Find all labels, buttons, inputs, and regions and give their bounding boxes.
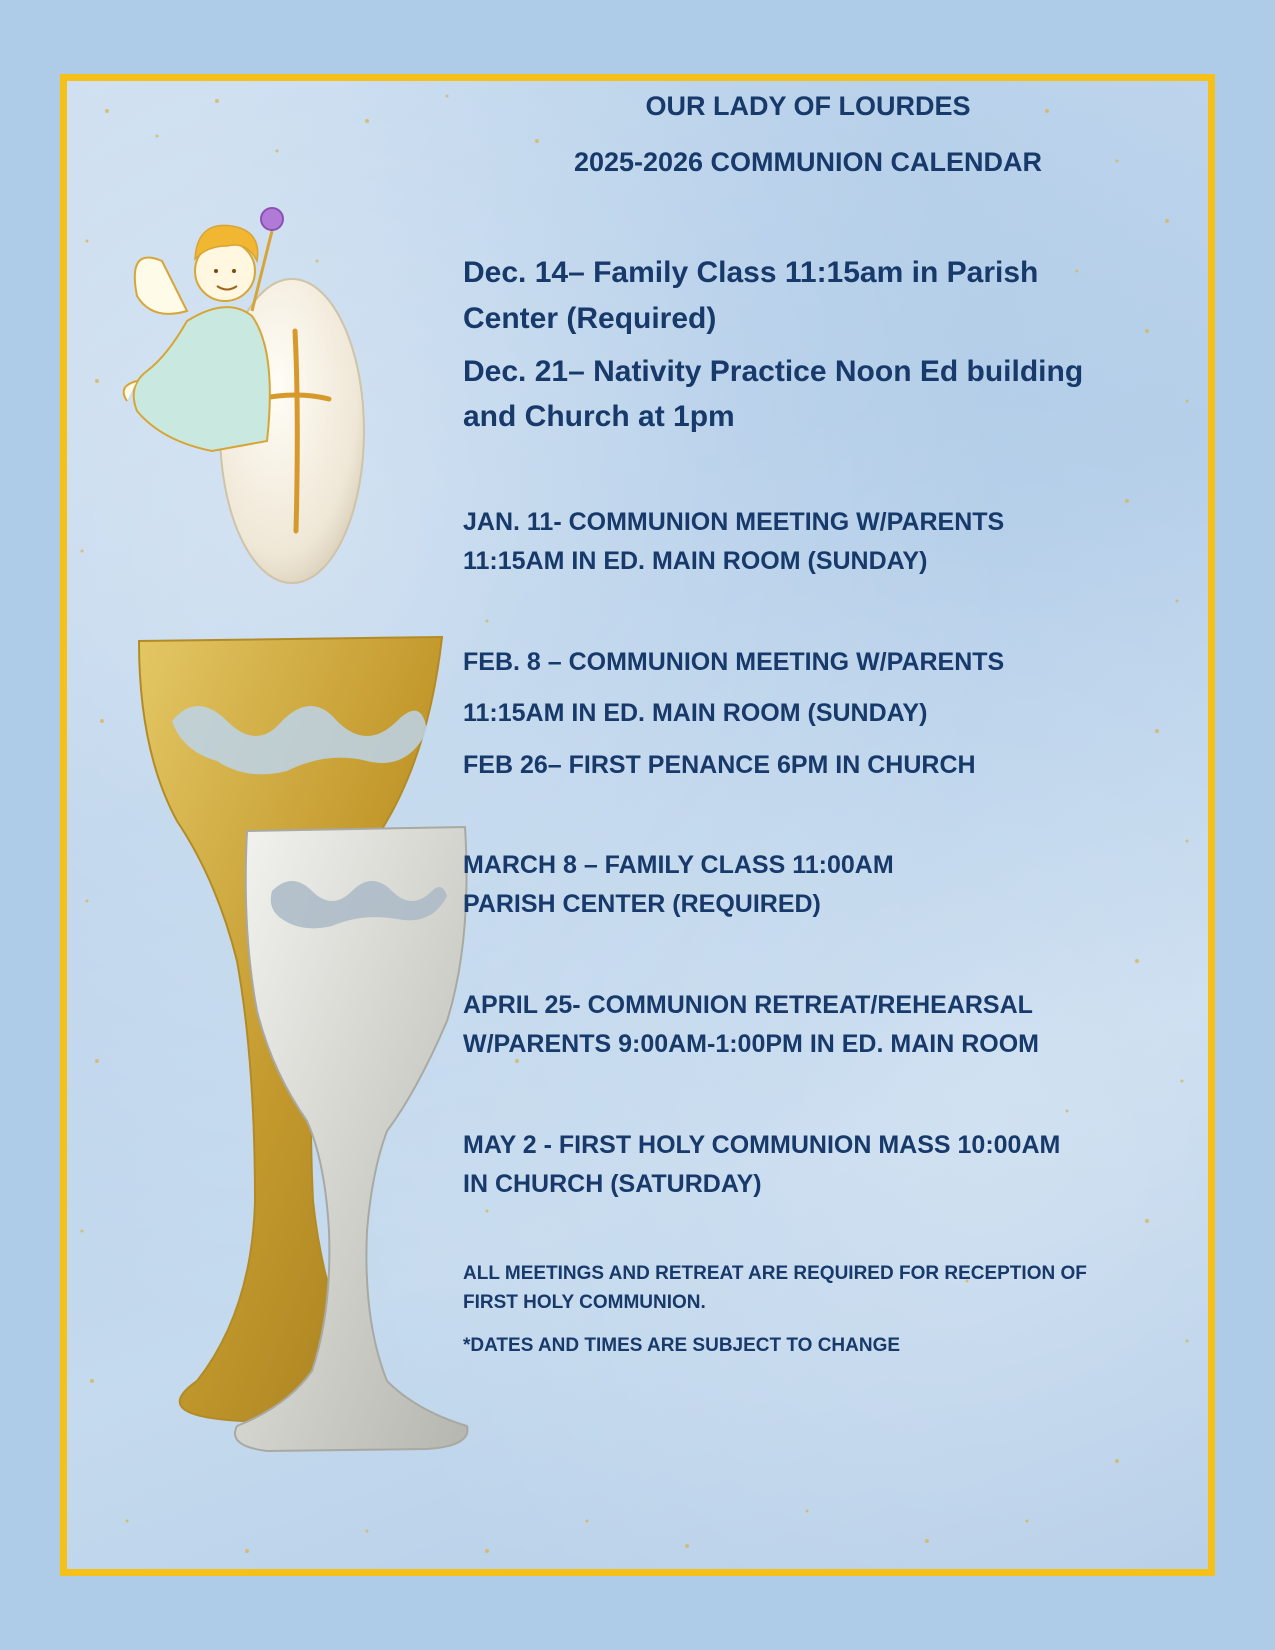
event-apr25-line1: APRIL 25- COMMUNION RETREAT/REHEARSAL [463,991,1033,1019]
event-dec21-line1: Dec. 21– Nativity Practice Noon Ed building [463,355,1084,388]
flyer-frame [60,74,1215,1576]
event-feb26: FEB 26– FIRST PENANCE 6PM IN CHURCH [463,751,976,779]
event-may2-line2: IN CHURCH (SATURDAY) [463,1170,762,1198]
disclaimer-note: *DATES AND TIMES ARE SUBJECT TO CHANGE [463,1335,901,1356]
calendar-title: 2025-2026 COMMUNION CALENDAR [573,147,1043,177]
angel-icon [124,208,283,451]
event-dec21-line2: and Church at 1pm [463,400,735,433]
event-mar8-line2: PARISH CENTER (REQUIRED) [463,890,821,918]
requirement-note-line1: ALL MEETINGS AND RETREAT ARE REQUIRED FOR RECEPTION OF [463,1263,1087,1284]
event-feb8-line2: 11:15AM IN ED. MAIN ROOM (SUNDAY) [463,699,928,727]
event-mar8-line1: MARCH 8 – FAMILY CLASS 11:00AM [463,851,894,879]
event-dec14-line2: Center (Required) [463,302,717,335]
event-feb8-line1: FEB. 8 – COMMUNION MEETING W/PARENTS [463,648,1005,676]
event-dec14-line1: Dec. 14– Family Class 11:15am in Parish [463,256,1039,289]
event-jan11-line1: JAN. 11- COMMUNION MEETING W/PARENTS [463,508,1005,536]
event-apr25-line2: W/PARENTS 9:00AM-1:00PM IN ED. MAIN ROOM [463,1030,1039,1058]
event-jan11-line2: 11:15AM IN ED. MAIN ROOM (SUNDAY) [463,547,928,575]
requirement-note-line2: FIRST HOLY COMMUNION. [463,1292,706,1313]
event-may2-line1: MAY 2 - FIRST HOLY COMMUNION MASS 10:00AM [463,1131,1061,1159]
parish-name: OUR LADY OF LOURDES [645,91,971,121]
